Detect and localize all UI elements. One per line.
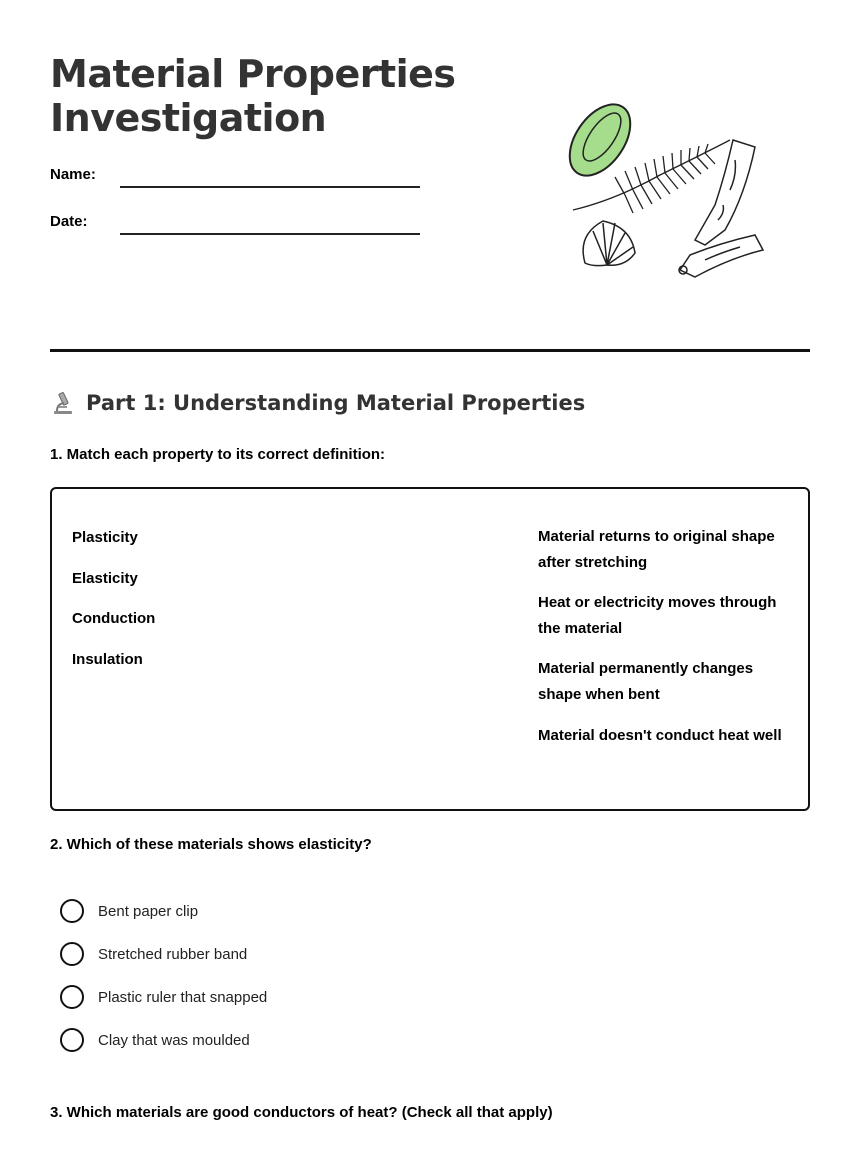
- date-field[interactable]: [120, 233, 420, 235]
- property-item[interactable]: Conduction: [72, 610, 156, 627]
- question-3: 3. Which materials are good conductors of heat? (Check all that apply): [50, 1104, 553, 1121]
- question-2: 2. Which of these materials shows elasticity?: [50, 836, 372, 853]
- definition-item[interactable]: Material returns to original shape after stretching: [538, 528, 775, 571]
- option-label: Clay that was moulded: [98, 1031, 250, 1049]
- definition-item[interactable]: Material doesn't conduct heat well: [538, 727, 782, 744]
- definition-item[interactable]: Heat or electricity moves through the material: [538, 594, 777, 637]
- section-divider: [50, 349, 810, 352]
- name-label: Name:: [50, 166, 96, 183]
- radio-button[interactable]: [60, 1028, 84, 1052]
- option-label: Stretched rubber band: [98, 945, 248, 963]
- option-row[interactable]: [60, 942, 247, 966]
- name-field[interactable]: [120, 186, 420, 188]
- option-row[interactable]: [60, 899, 198, 923]
- date-label: Date:: [50, 213, 88, 230]
- matching-box: [50, 487, 810, 811]
- question-1: 1. Match each property to its correct definition:: [50, 446, 386, 463]
- title-line-1: Material Properties: [50, 52, 456, 96]
- definition-item[interactable]: Material permanently changes shape when bent: [538, 660, 754, 703]
- shell-icon: [583, 221, 635, 266]
- materials-illustration-icon: [555, 95, 775, 290]
- part1-title-text: Part 1: Understanding Material Properties: [86, 391, 586, 415]
- radio-button[interactable]: [60, 942, 84, 966]
- microscope-icon: [50, 390, 76, 416]
- option-label: Bent paper clip: [98, 902, 199, 920]
- driftwood-icon: [679, 140, 763, 277]
- property-item[interactable]: Insulation: [72, 651, 143, 668]
- property-item[interactable]: Plasticity: [72, 529, 138, 546]
- radio-button[interactable]: [60, 899, 84, 923]
- option-row[interactable]: [60, 1028, 250, 1052]
- property-item[interactable]: Elasticity: [72, 570, 138, 587]
- radio-button[interactable]: [60, 985, 84, 1009]
- title-line-2: Investigation: [50, 96, 327, 140]
- option-row[interactable]: [60, 985, 267, 1009]
- option-label: Plastic ruler that snapped: [98, 988, 268, 1006]
- part1-title: [50, 390, 585, 416]
- page-title: [50, 52, 456, 140]
- green-stone-icon: [557, 95, 642, 187]
